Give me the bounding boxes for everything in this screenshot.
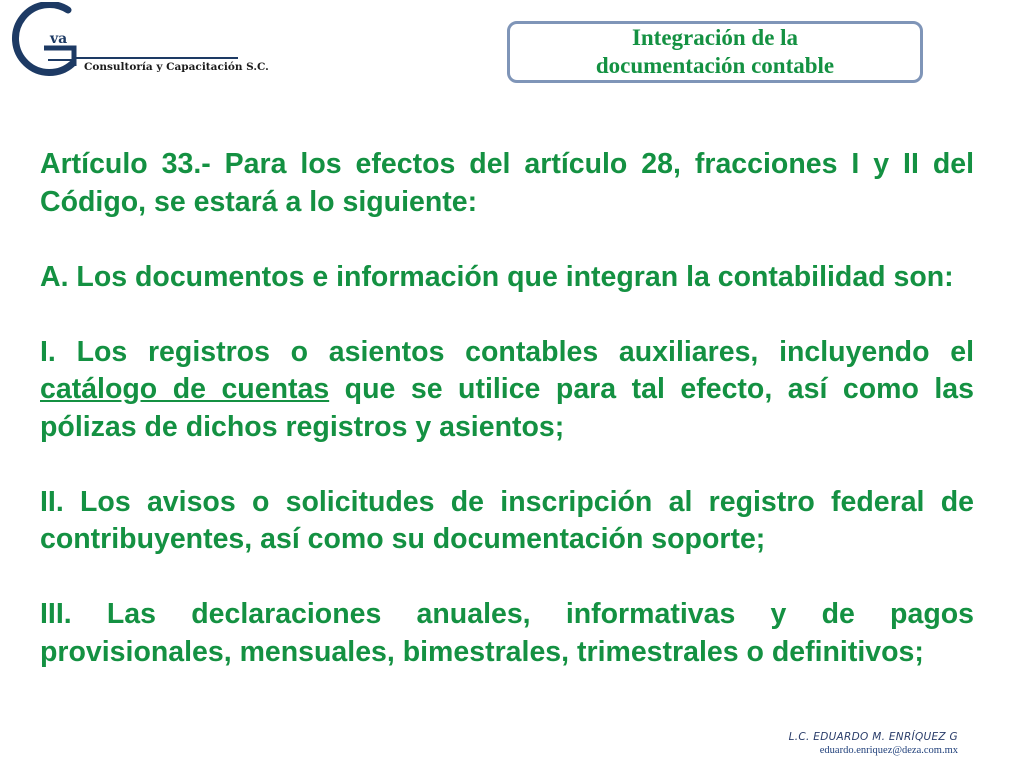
logo-tagline: Consultoría y Capacitación S.C. — [84, 61, 269, 73]
paragraph-fraction-ii: II. Los avisos o solicitudes de inscripción al registro federal de contribuyentes, así como su documentación soporte; — [40, 485, 974, 555]
paragraph-article-33: Artículo 33.- Para los efectos del artículo 28, fracciones I y II del Código, se estará a lo siguiente: — [40, 148, 974, 218]
slide-title-line-1: Integración de la — [631, 25, 799, 50]
slide-title-line-2: documentación contable — [595, 53, 835, 78]
company-logo — [4, 2, 269, 82]
paragraph-fraction-iii: III. Las declaraciones anuales, informativas y de pagos provisionales, mensuales, bimestrales, trimestrales o definitivos; — [40, 598, 974, 668]
fraction-i-text-start: I. Los registros o asientos contables auxiliares, incluyendo el — [40, 335, 974, 368]
slide-title-box — [507, 21, 923, 83]
paragraph-section-a: A. Los documentos e información que integran la contabilidad son: — [40, 260, 954, 293]
author-name: L.C. EDUARDO M. ENRÍQUEZ G — [788, 731, 958, 743]
slide-footer — [789, 730, 958, 758]
catalogo-de-cuentas-link[interactable]: catálogo de cuentas — [40, 373, 330, 405]
logo-initials: va — [50, 31, 68, 47]
paragraph-fraction-i — [40, 334, 974, 447]
fraction-i-text-end: que se utilice para tal efecto, así como las pólizas de dichos registros y asientos; — [40, 373, 974, 443]
slide-body — [40, 146, 974, 671]
author-email[interactable]: eduardo.enriquez@deza.com.mx — [819, 745, 958, 756]
